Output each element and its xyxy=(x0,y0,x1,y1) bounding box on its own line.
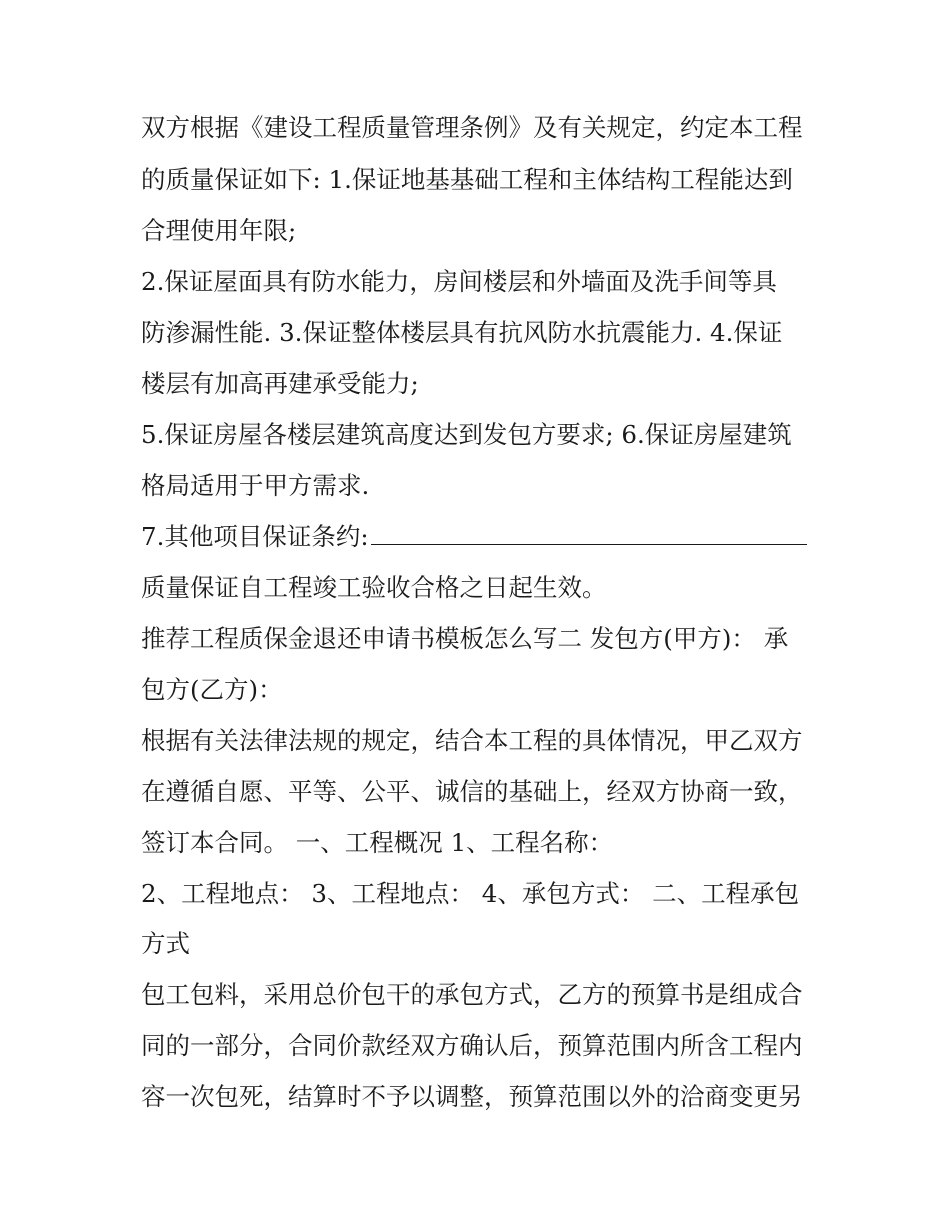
paragraph-line: 2.保证屋面具有防水能力，房间楼层和外墙面及洗手间等具 xyxy=(141,267,777,296)
paragraph-line: 的质量保证如下: 1.保证地基基础工程和主体结构工程能达到 xyxy=(141,165,793,194)
paragraph-line: 合理使用年限; xyxy=(141,216,297,245)
other-guarantee-line xyxy=(141,519,807,555)
paragraph-line: 方式 xyxy=(141,929,190,958)
paragraph-line: 推荐工程质保金退还申请书模板怎么写二 发包方(甲方)： 承 xyxy=(141,624,789,653)
paragraph-line: 签订本合同。 一、工程概况 1、工程名称： xyxy=(141,828,614,857)
other-guarantee-label: 7.其他项目保证条约: xyxy=(141,522,369,551)
paragraph-line: 同的一部分，合同价款经双方确认后，预算范围内所含工程内 xyxy=(141,1031,803,1060)
fill-in-blank xyxy=(371,520,807,545)
paragraph-line: 防渗漏性能. 3.保证整体楼层具有抗风防水抗震能力. 4.保证 xyxy=(141,318,783,347)
paragraph-line: 包工包料，采用总价包干的承包方式，乙方的预算书是组成合 xyxy=(141,980,803,1009)
paragraph-line: 包方(乙方)： xyxy=(141,675,283,704)
paragraph-line: 双方根据《建设工程质量管理条例》及有关规定，约定本工程 xyxy=(141,113,803,142)
paragraph-line: 根据有关法律法规的规定，结合本工程的具体情况，甲乙双方 xyxy=(141,726,803,755)
paragraph-line: 2、工程地点： 3、工程地点： 4、承包方式： 二、工程承包 xyxy=(141,879,800,908)
paragraph-line: 容一次包死，结算时不予以调整，预算范围以外的洽商变更另 xyxy=(141,1082,803,1111)
paragraph-line: 格局适用于甲方需求. xyxy=(141,471,370,500)
paragraph-line: 楼层有加高再建承受能力; xyxy=(141,369,419,398)
paragraph-line: 5.保证房屋各楼层建筑高度达到发包方要求; 6.保证房屋建筑 xyxy=(141,420,792,449)
paragraph-line: 质量保证自工程竣工验收合格之日起生效。 xyxy=(141,573,607,602)
paragraph-line: 在遵循自愿、平等、公平、诚信的基础上，经双方协商一致， xyxy=(141,777,803,806)
